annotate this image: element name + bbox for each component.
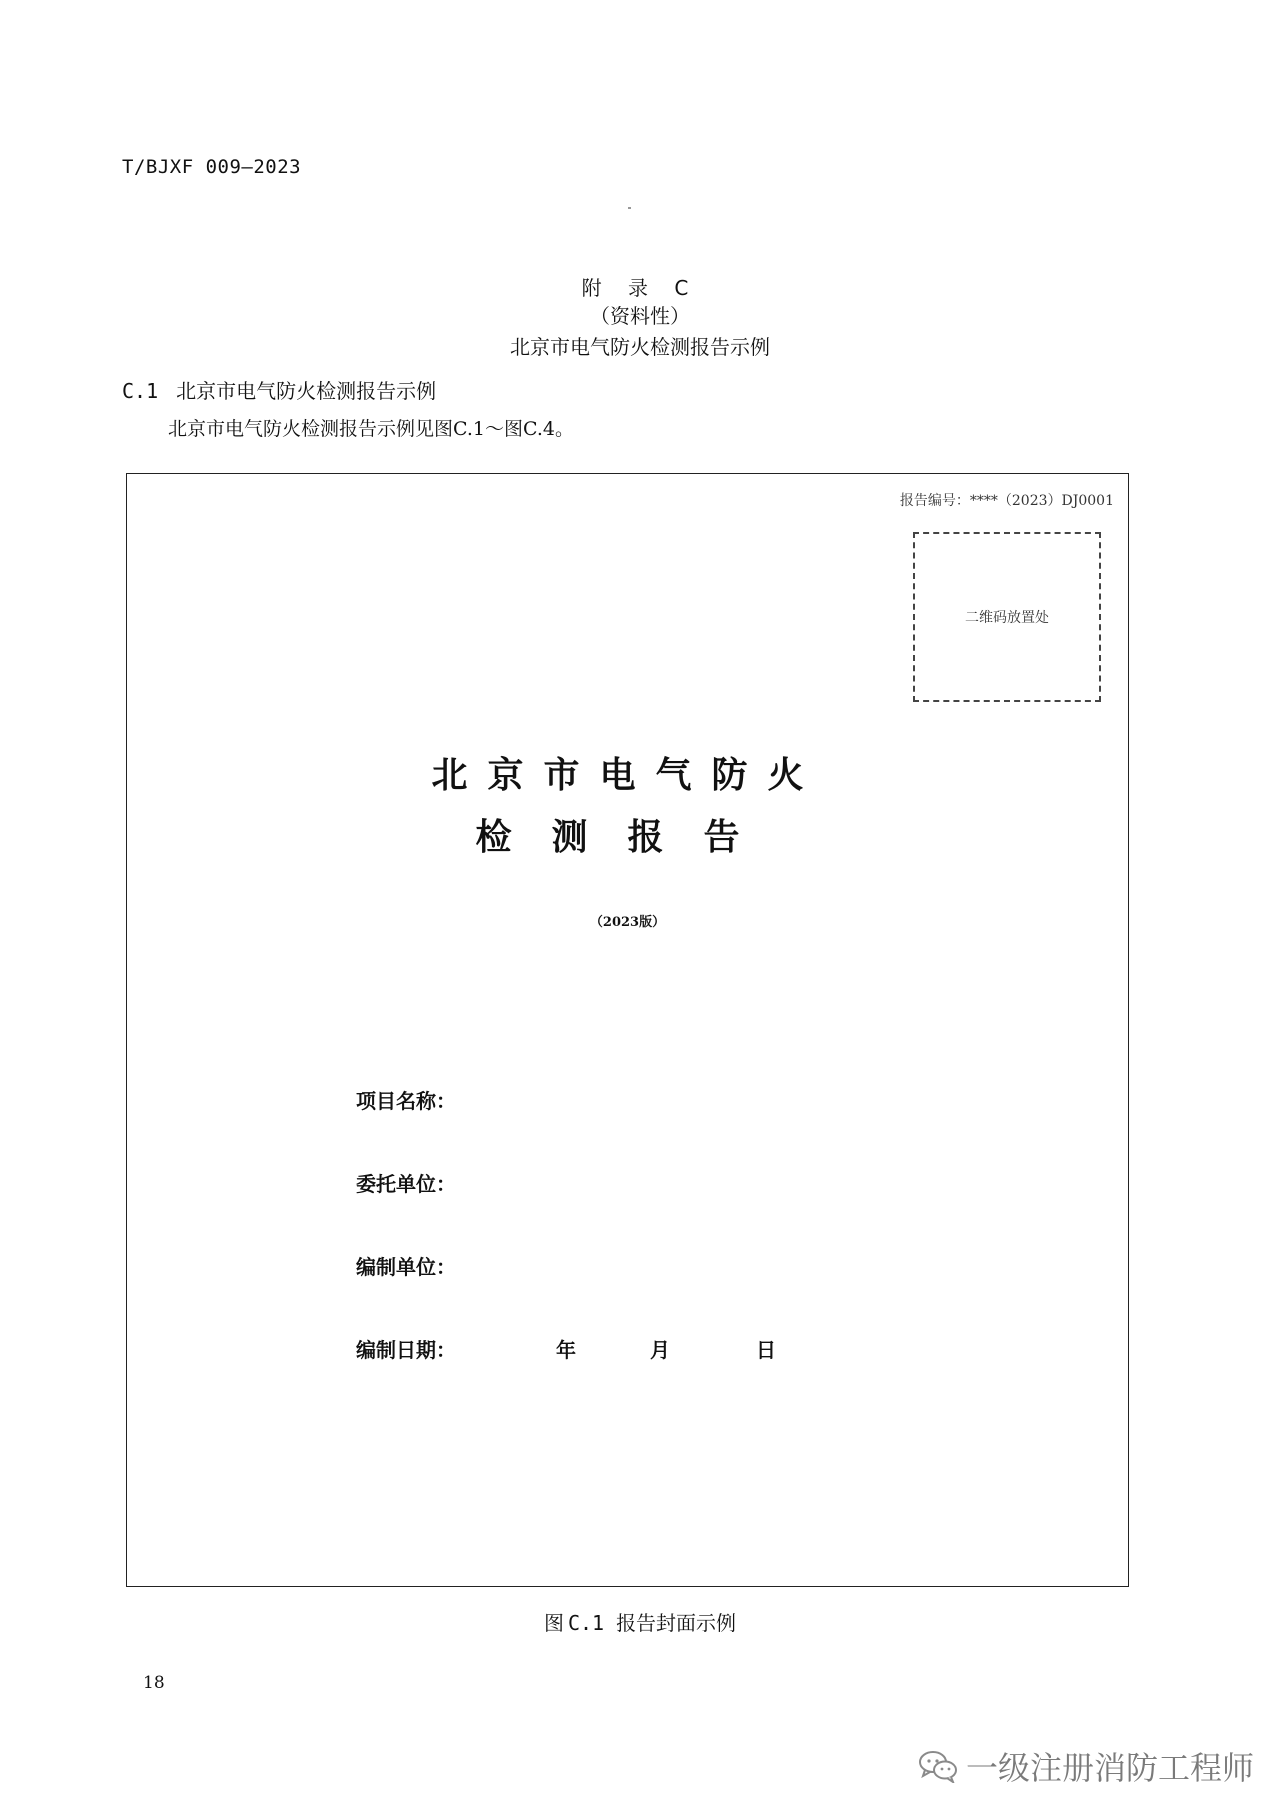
caption-number: C.1 (567, 1611, 605, 1635)
date-year-unit: 年 (556, 1338, 576, 1362)
qr-code-placeholder (913, 532, 1101, 702)
watermark (918, 1743, 1254, 1789)
cover-title-line2: 检测报告 (475, 817, 780, 858)
watermark-text: 一级注册消防工程师 (966, 1749, 1255, 1787)
field-client: 委托单位： (356, 1172, 456, 1196)
caption-text: 报告封面示例 (616, 1611, 737, 1635)
section-number: C.1 (122, 379, 159, 403)
caption-prefix: 图 (543, 1611, 564, 1635)
section-heading (122, 375, 436, 404)
date-day-unit: 日 (756, 1338, 776, 1362)
scan-speck (628, 207, 631, 209)
section-heading-text: 北京市电气防火检测报告示例 (176, 379, 437, 403)
qr-placeholder-label: 二维码放置处 (965, 610, 1049, 626)
appendix-title: 附 录 C (581, 276, 699, 300)
section-body: 北京市电气防火检测报告示例见图C.1～图C.4。 (168, 418, 574, 440)
page-number: 18 (143, 1673, 165, 1693)
date-month-unit: 月 (650, 1338, 670, 1362)
cover-title-line1: 北京市电气防火 (431, 755, 824, 796)
figure-caption (0, 1607, 1280, 1636)
field-date: 编制日期： (356, 1338, 456, 1362)
standard-number: T/BJXF 009—2023 (122, 156, 302, 178)
appendix-name: 北京市电气防火检测报告示例 (510, 335, 770, 359)
appendix-nature: （资料性） (590, 304, 690, 328)
report-number: 报告编号：****（2023）DJ0001 (899, 493, 1114, 509)
field-compiler: 编制单位： (356, 1255, 456, 1279)
figure-frame (126, 473, 1129, 1587)
field-project-name: 项目名称： (356, 1089, 456, 1113)
cover-version: （2023版） (589, 915, 666, 930)
wechat-chat-icon (918, 1749, 958, 1783)
